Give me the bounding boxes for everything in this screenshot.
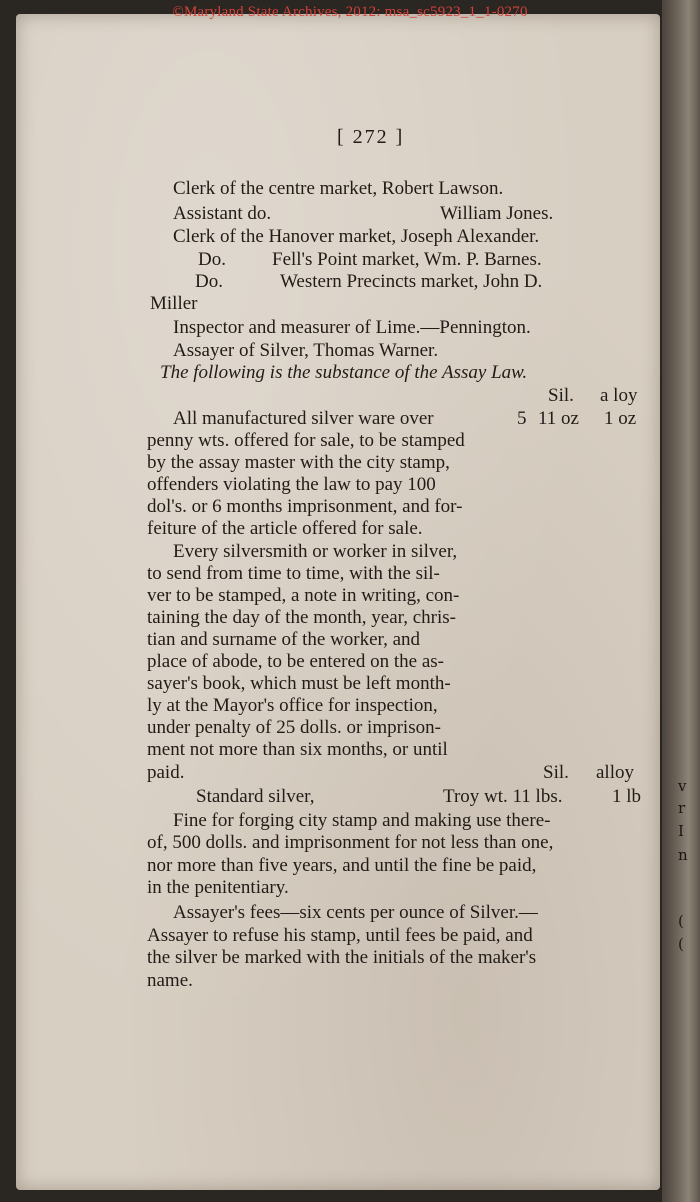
text-line: Do.	[195, 271, 223, 292]
text-line: Do.	[198, 249, 226, 270]
margin-glyph: (	[678, 935, 684, 953]
text-line: by the assay master with the city stamp,	[147, 452, 450, 473]
table-header: Sil.	[548, 385, 574, 406]
text-line: Assayer to refuse his stamp, until fees be paid, and	[147, 925, 533, 946]
book-edge	[662, 0, 700, 1202]
text-line: name.	[147, 970, 193, 991]
text-line: dol's. or 6 months imprisonment, and for-	[147, 496, 463, 517]
text-line: Assayer's fees—six cents per ounce of Silver.—	[173, 902, 538, 923]
table-header: alloy	[596, 762, 634, 783]
text-line: ment not more than six months, or until	[147, 739, 448, 760]
watermark: ©Maryland State Archives, 2012: msa_sc5923_1_1-0270	[172, 4, 528, 20]
text-line: taining the day of the month, year, chris-	[147, 607, 456, 628]
page-number: [ 272 ]	[337, 126, 405, 148]
text-line: Clerk of the Hanover market, Joseph Alexander.	[173, 226, 540, 247]
margin-glyph: (	[678, 912, 684, 930]
table-cell: 11 oz	[538, 408, 579, 429]
text-line: nor more than five years, and until the fine be paid,	[147, 855, 537, 876]
text-line: under penalty of 25 dolls. or imprison-	[147, 717, 441, 738]
text-line: Assistant do.	[173, 203, 272, 224]
text-line: All manufactured silver ware over	[173, 408, 434, 429]
text-line: paid.	[147, 762, 185, 783]
text-line: Clerk of the centre market, Robert Lawson.	[173, 178, 504, 199]
margin-glyph: I	[678, 822, 684, 840]
text-line: in the penitentiary.	[147, 877, 289, 898]
table-cell: 1 oz	[604, 408, 637, 429]
table-cell: Troy wt. 11 lbs.	[443, 786, 563, 807]
text-line: offenders violating the law to pay 100	[147, 474, 436, 495]
margin-glyph: n	[678, 846, 688, 864]
text-line: Western Precincts market, John D.	[280, 271, 543, 292]
text-line: ver to be stamped, a note in writing, con-	[147, 585, 460, 606]
text-line: William Jones.	[440, 203, 554, 224]
text-line: to send from time to time, with the sil-	[147, 563, 440, 584]
text-line: Fell's Point market, Wm. P. Barnes.	[272, 249, 542, 270]
table-cell: 1 lb	[612, 786, 642, 807]
table-cell: 5	[517, 408, 527, 429]
table-cell: Standard silver,	[196, 786, 315, 807]
text-line: sayer's book, which must be left month-	[147, 673, 451, 694]
text-line: Assayer of Silver, Thomas Warner.	[173, 340, 439, 361]
text-line: penny wts. offered for sale, to be stamped	[147, 430, 465, 451]
text-line: ly at the Mayor's office for inspection,	[147, 695, 438, 716]
table-header: Sil.	[543, 762, 569, 783]
text-line: place of abode, to be entered on the as-	[147, 651, 445, 672]
section-heading: The following is the substance of the Assay Law.	[160, 362, 528, 383]
margin-glyph: r	[678, 799, 686, 817]
text-line: the silver be marked with the initials of the maker's	[147, 947, 537, 968]
text-line: tian and surname of the worker, and	[147, 629, 421, 650]
text-line: Every silversmith or worker in silver,	[173, 541, 458, 562]
table-header: a loy	[600, 385, 638, 406]
margin-glyph: v	[678, 777, 687, 795]
text-line: Fine for forging city stamp and making use there-	[173, 810, 551, 831]
text-line: feiture of the article offered for sale.	[147, 518, 423, 539]
text-line: Miller	[150, 293, 198, 314]
text-line: Inspector and measurer of Lime.—Pennington.	[173, 317, 531, 338]
text-line: of, 500 dolls. and imprisonment for not less than one,	[147, 832, 554, 853]
